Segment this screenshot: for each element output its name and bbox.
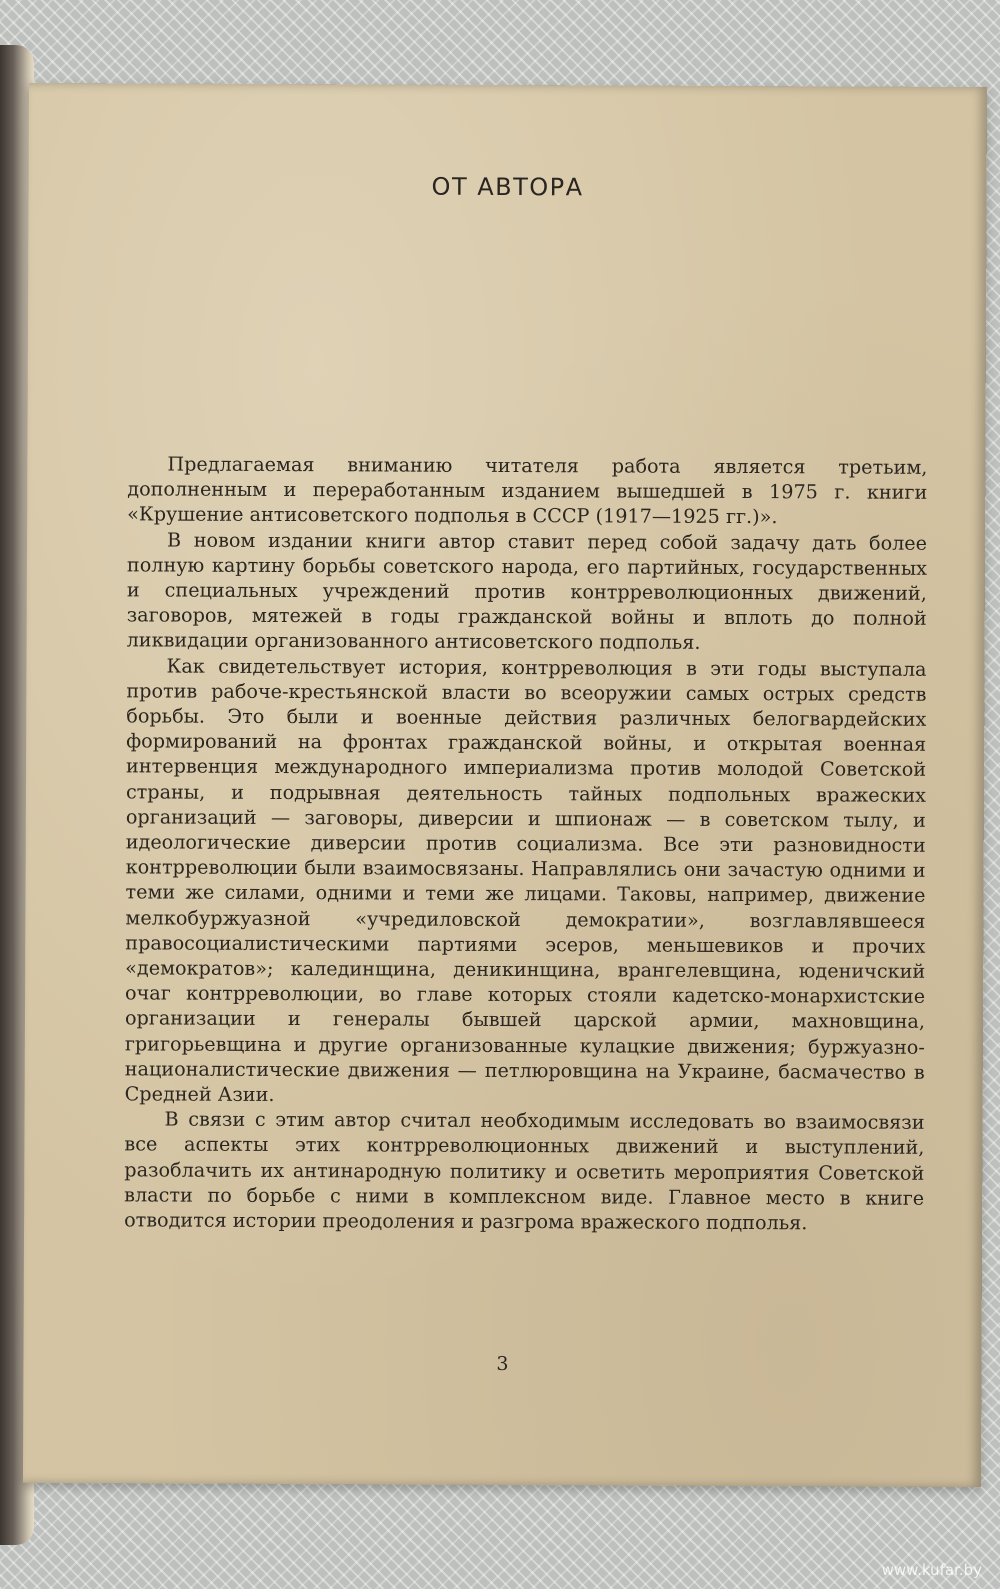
page-heading: ОТ АВТОРА [431,172,584,202]
page-number: 3 [496,1352,509,1376]
paragraph-2: В новом издании книги автор ставит перед собой задачу дать более полную картину борьбы советского народа, его партийных, государственных и специальных учреждений против контрреволюционных движений, заговоров, мятежей в годы гражданской войны и вплоть до полной ликвидации организованного антисоветского подполья. [126,528,928,655]
paragraph-1: Предлагаемая вниманию читателя работа является третьим, дополненным и переработанным изданием вышедшей в 1975 г. книги «Крушение антисоветского подполья в СССР (1917—1925 гг.)». [127,452,928,529]
watermark: www.kufar.by [881,1561,982,1579]
paragraph-4: В связи с этим автор считал необходимым исследовать во взаимосвязи все аспекты этих контрреволюционных движений и выступлений, разоблачить их антинародную политику и осветить мероприятия Советской власти по борьбе с ними в комплексном виде. Главное место в книге отводится истории преодоления и разгрома вражеского подполья. [124,1107,925,1235]
body-text [124,451,927,1236]
book-page [23,83,987,1487]
paragraph-3: Как свидетельствует история, контрреволюция в эти годы выступала против рабоче-крестьянской власти во всеоружии самых острых средств борьбы. Это были и военные действия различных белогвардейских формирований на фронтах гражданской войны, и открытая военная интервенция международного империализма против молодой Советской страны, и подрывная деятельность тайных подпольных вражеских организаций — заговоры, диверсии и шпионаж — в советском тылу, и идеологические диверсии против социализма. Все эти разновидности контрреволюции были взаимосвязаны. Направлялись они зачастую одними и теми же силами, одними и теми же лицами. Таковы, например, движение мелкобуржуазной «учредиловской демократии», возглавлявшееся правосоциалистическими партиями эсеров, меньшевиков и прочих «демократов»; калединщина, деникинщина, врангелевщина, юденичский очаг контрреволюции, во главе которых стояли кадетско-монархистские организации и генералы бывшей царской армии, махновщина, григорьевщина и другие организованные кулацкие движения; буржуазно-националистические движения — петлюровщина на Украине, басмачество в Средней Азии. [124,654,927,1107]
